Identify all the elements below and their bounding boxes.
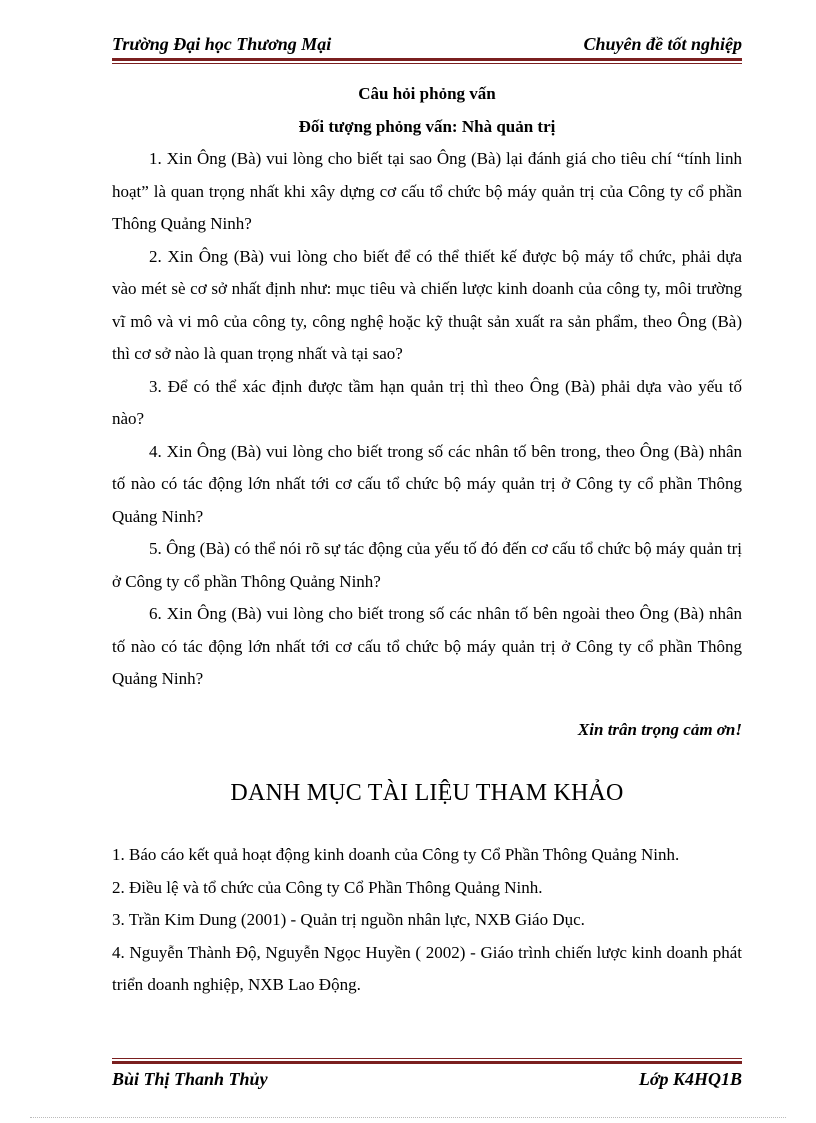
page-bottom-dotted-line <box>30 1117 786 1118</box>
question-5: 5. Ông (Bà) có thể nói rõ sự tác động của yếu tố đó đến cơ cấu tổ chức bộ máy quản trị ở Công ty cổ phần Thông Quảng Ninh? <box>112 539 742 591</box>
footer-rule-thin <box>112 1058 742 1059</box>
footer-author: Bùi Thị Thanh Thủy <box>112 1069 268 1089</box>
header-rule-thin <box>112 63 742 64</box>
question-6: 6. Xin Ông (Bà) vui lòng cho biết trong số các nhân tố bên ngoài theo Ông (Bà) nhân tố nào có tác động lớn nhất tới cơ cấu tổ chức bộ máy quản trị ở Công ty cổ phần Thông Quảng Ninh? <box>112 604 742 688</box>
header-rule-thick <box>112 58 742 61</box>
header-school: Trường Đại học Thương Mại <box>112 34 332 54</box>
footer-rule-thick <box>112 1061 742 1064</box>
question-1: 1. Xin Ông (Bà) vui lòng cho biết tại sao Ông (Bà) lại đánh giá cho tiêu chí “tính linh hoạt” là quan trọng nhất khi xây dựng cơ cấu tổ chức bộ máy quản trị của Công ty cổ phần Thông Quảng Ninh? <box>112 149 742 233</box>
reference-item-1: 1. Báo cáo kết quả hoạt động kinh doanh của Công ty Cổ Phần Thông Quảng Ninh. <box>112 845 680 864</box>
reference-item-3: 3. Trần Kim Dung (2001) - Quản trị nguồn nhân lực, NXB Giáo Dục. <box>112 910 585 929</box>
page-footer <box>112 1066 742 1092</box>
interview-title: Câu hỏi phỏng vấn <box>358 84 496 103</box>
header-doc-type: Chuyên đề tốt nghiệp <box>583 34 742 54</box>
reference-item-2: 2. Điều lệ và tổ chức của Công ty Cổ Phần Thông Quảng Ninh. <box>112 877 543 897</box>
reference-item-4: 4. Nguyễn Thành Độ, Nguyễn Ngọc Huyền ( 2002) - Giáo trình chiến lược kinh doanh phát triển doanh nghiệp, NXB Lao Động. <box>112 942 742 994</box>
question-3: 3. Để có thể xác định được tầm hạn quản trị thì theo Ông (Bà) phải dựa vào yếu tố nào? <box>112 376 742 428</box>
page-content <box>112 78 742 1002</box>
thanks-note: Xin trân trọng cảm ơn! <box>577 719 742 739</box>
question-4: 4. Xin Ông (Bà) vui lòng cho biết trong số các nhân tố bên trong, theo Ông (Bà) nhân tố nào có tác động lớn nhất tới cơ cấu tổ chức bộ máy quản trị ở Công ty cổ phần Thông Quảng Ninh? <box>112 441 742 526</box>
page-header <box>112 31 742 57</box>
question-2: 2. Xin Ông (Bà) vui lòng cho biết để có thể thiết kế được bộ máy tổ chức, phải dựa vào mét sè cơ sở nhất định như: mục tiêu và chiến lược kinh doanh của công ty, môi trường vĩ mô và vi mô của công ty, công nghệ hoặc kỹ thuật sản xuất ra sản phẩm, theo Ông (Bà) thì cơ sở nào là quan trọng nhất và tại sao? <box>112 246 742 363</box>
footer-class: Lớp K4HQ1B <box>638 1069 742 1089</box>
references-title: DANH MỤC TÀI LIỆU THAM KHẢO <box>230 780 624 806</box>
interview-subtitle: Đối tượng phỏng vấn: Nhà quản trị <box>298 116 556 136</box>
